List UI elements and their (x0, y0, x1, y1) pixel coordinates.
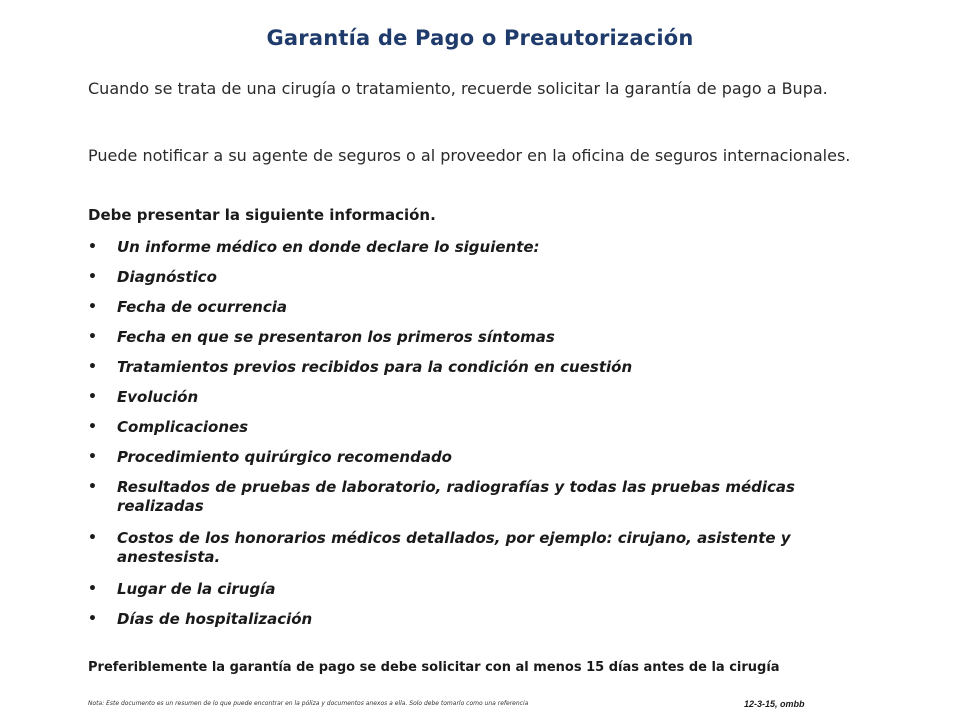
list-item (88, 388, 878, 407)
bullet-icon: • (88, 530, 97, 546)
bullet-icon: • (88, 269, 97, 285)
list-item-text: Tratamientos previos recibidos para la condición en cuestión (117, 358, 633, 376)
list-item-text: Diagnóstico (117, 268, 217, 286)
requirements-list (88, 238, 878, 640)
list-item-text: Costos de los honorarios médicos detallados, por ejemplo: cirujano, asistente y anestesista. (117, 529, 791, 566)
list-item-text: Resultados de pruebas de laboratorio, radiografías y todas las pruebas médicas realizadas (117, 478, 795, 515)
closing-note: Preferiblemente la garantía de pago se debe solicitar con al menos 15 días antes de la cirugía (88, 660, 780, 675)
bullet-icon: • (88, 479, 97, 495)
list-item (88, 418, 878, 437)
bullet-icon: • (88, 449, 97, 465)
list-item (88, 268, 878, 287)
list-item-text: Evolución (117, 388, 199, 406)
bullet-icon: • (88, 299, 97, 315)
list-item-text: Fecha de ocurrencia (117, 298, 287, 316)
bullet-icon: • (88, 581, 97, 597)
list-item-text: Días de hospitalización (117, 610, 313, 628)
list-item-text: Lugar de la cirugía (117, 580, 276, 598)
list-item (88, 529, 878, 567)
intro-paragraph: Cuando se trata de una cirugía o tratamiento, recuerde solicitar la garantía de pago a Bupa. (88, 79, 828, 98)
list-item-text: Un informe médico en donde declare lo siguiente: (117, 238, 540, 256)
bullet-icon: • (88, 329, 97, 345)
date-stamp: 12-3-15, ombb (744, 699, 805, 709)
bullet-icon: • (88, 359, 97, 375)
list-item (88, 478, 878, 516)
section-lead: Debe presentar la siguiente información. (88, 206, 436, 224)
list-item (88, 298, 878, 317)
list-item-text: Complicaciones (117, 418, 249, 436)
footnote: Nota: Este documento es un resumen de lo que puede encontrar en la póliza y documentos anexos a ella. Solo debe tomarlo como una referencia (88, 700, 529, 707)
list-item (88, 328, 878, 347)
list-item (88, 448, 878, 467)
bullet-icon: • (88, 389, 97, 405)
list-item (88, 580, 878, 599)
bullet-icon: • (88, 239, 97, 255)
list-item-text: Procedimiento quirúrgico recomendado (117, 448, 452, 466)
intro-paragraph: Puede notificar a su agente de seguros o al proveedor en la oficina de seguros internacionales. (88, 146, 851, 165)
bullet-icon: • (88, 419, 97, 435)
page-title: Garantía de Pago o Preautorización (266, 26, 694, 50)
bullet-icon: • (88, 611, 97, 627)
list-item-text: Fecha en que se presentaron los primeros síntomas (117, 328, 555, 346)
list-item (88, 238, 878, 257)
list-item (88, 358, 878, 377)
list-item (88, 610, 878, 629)
